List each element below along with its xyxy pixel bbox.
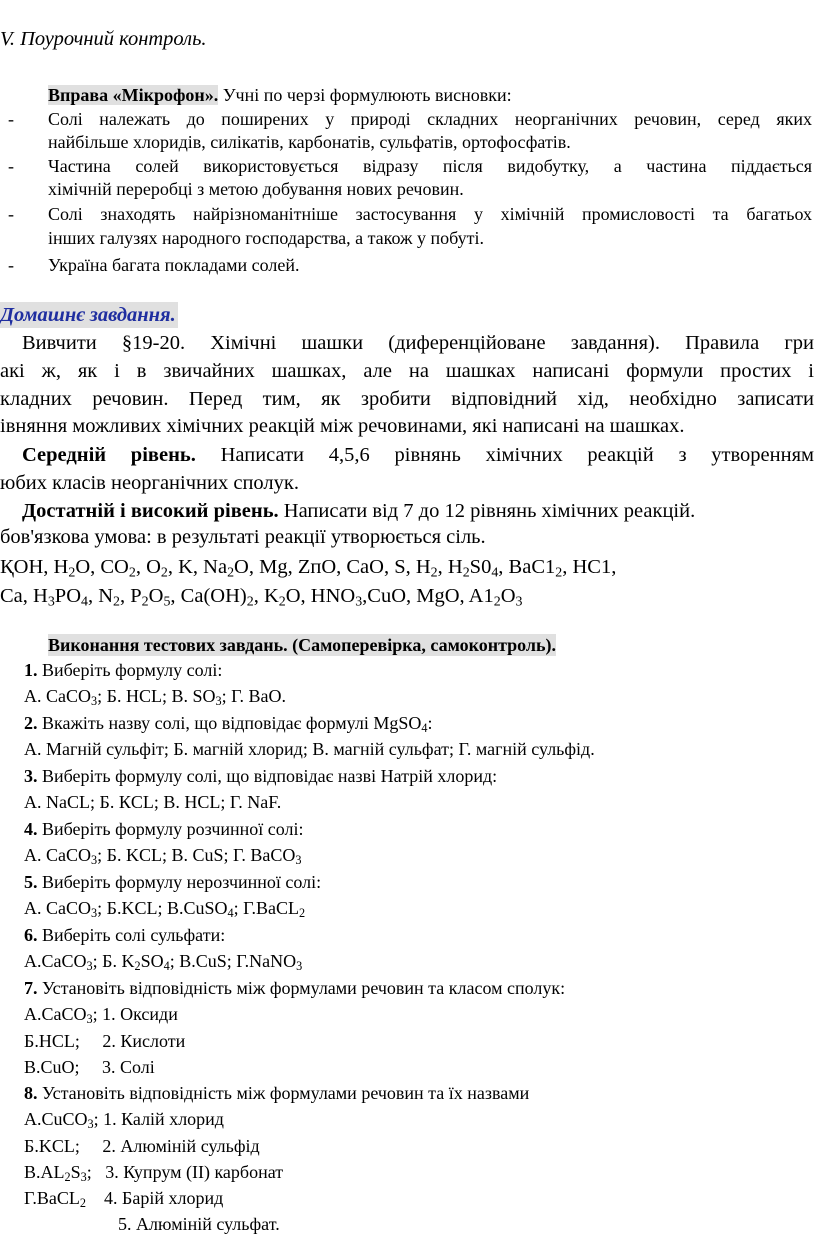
- q8-row-1: А.CuCO$_3$; 1. Калій хлорид: [24, 1109, 224, 1132]
- homework-mid-level-cont: юбих класів неорганічних сполук.: [0, 472, 299, 494]
- formula-line-2: Ca, $H_3PO_4$, $N_2$, $P_2O_5$, $Ca(OH)_2$, $K_2O$, $HNO_3,CuO$, MgO, $A1_2O_3$: [0, 585, 523, 610]
- bullet-1: [0, 108, 816, 130]
- q5-answers: А. CaCO$_3$; Б.KCL; В.CuSO$_4$; Г.BaCL$_2$: [24, 898, 306, 921]
- q8-row-5: 5. Алюміній сульфат.: [118, 1214, 280, 1234]
- microphone-heading-line: [48, 84, 512, 106]
- bullet-4: [0, 254, 816, 276]
- bullet-dash: -: [8, 156, 14, 176]
- homework-line-1: Вивчити §19-20. Хімічні шашки (диференційоване завдання). Правила гри: [22, 332, 814, 354]
- microphone-heading: Вправа «Мікрофон».: [48, 85, 219, 105]
- q7-row-3: В.CuO; 3. Солі: [24, 1057, 155, 1077]
- q3: 3. Виберіть формулу солі, що відповідає назві Натрій хлорид:: [24, 766, 498, 786]
- mid-level-label: Середній рівень.: [22, 444, 196, 466]
- bullet-text: Частина солей використовується відразу після видобутку, а частина піддається: [48, 156, 812, 176]
- bullet-text: Солі знаходять найрізноманітніше застосування у хімічній промисловості та багатьох: [48, 204, 812, 224]
- microphone-intro: Учні по черзі формулюють висновки:: [218, 85, 512, 105]
- formula-line-1: ҚOH, $H_2O$, $CO_2$, $O_2$, K, $Na_2O$, Mg, ZпO, CaO, S, $H_2$, $H_2S0_4$, $BaC1_2$, HC1,: [0, 556, 617, 581]
- homework-title-text: Домашнє завдання.: [0, 304, 176, 326]
- homework-condition: бов'язкова умова: в результаті реакції утворюється сіль.: [0, 526, 486, 548]
- q4-answers: А. CaCO$_3$; Б. KCL; В. CuS; Г. BaCO$_3$: [24, 845, 302, 868]
- q1-answers: А. CaCO$_3$; Б. HCL; В. $SO_3$; Г. BaO.: [24, 686, 286, 709]
- q6-answers: А.CaCO$_3$; Б. $K_2SO_4$; В.CuS; Г.NaNO$_3$: [24, 951, 303, 974]
- q1: 1. Виберіть формулу солі:: [24, 660, 223, 680]
- bullet-3: [0, 203, 816, 225]
- section-title: V. Поурочний контроль.: [0, 28, 207, 50]
- bullet-text: Україна багата покладами солей.: [48, 255, 300, 275]
- q7-row-1: А.CaCO$_3$; 1. Оксиди: [24, 1004, 178, 1027]
- homework-title: [0, 302, 178, 328]
- bullet-dash: -: [8, 204, 14, 224]
- mid-level-text: Написати 4,5,6 рівнянь хімічних реакцій з утворенням: [195, 444, 814, 466]
- q5: 5. Виберіть формулу нерозчинної солі:: [24, 872, 322, 892]
- q6: 6. Виберіть солі сульфати:: [24, 925, 226, 945]
- high-level-text: Написати від 7 до 12 рівнянь хімічних реакцій.: [278, 500, 696, 522]
- q7-row-2: Б.HCL; 2. Кислоти: [24, 1031, 186, 1051]
- tests-heading: Виконання тестових завдань. (Самоперевірка, самоконтроль).: [48, 635, 557, 655]
- bullet-2: [0, 155, 816, 177]
- bullet-text: інших галузях народного господарства, а також у побуті.: [48, 228, 484, 248]
- q8-row-4: Г.BaCL$_2$ 4. Барій хлорид: [24, 1188, 224, 1211]
- high-level-label: Достатній і високий рівень.: [22, 500, 279, 522]
- q2-answers: А. Магній сульфіт; Б. магній хлорид; В. магній сульфат; Г. магній сульфід.: [24, 739, 595, 759]
- bullet-text: хімічній переробці з метою добування нових речовин.: [48, 179, 464, 199]
- q3-answers: А. NaCL; Б. КCL; В. HCL; Г. NaF.: [24, 792, 282, 812]
- homework-high-level: [22, 498, 695, 524]
- homework-line-2: акі ж, як і в звичайних шашках, але на шашках написані формули простих і: [0, 360, 814, 382]
- q8-row-3: $В.AL_2S_3$; 3. Купрум (ІІ) карбонат: [24, 1162, 284, 1185]
- bullet-text: найбільше хлоридів, силікатів, карбонатів, сульфатів, ортофосфатів.: [48, 132, 571, 152]
- q7: 7. Установіть відповідність між формулами речовин та класом сполук:: [24, 978, 566, 998]
- homework-line-3: кладних речовин. Перед тим, як зробити відповідний хід, необхідно записати: [0, 388, 814, 410]
- q8-row-2: Б.KCL; 2. Алюміній сульфід: [24, 1136, 260, 1156]
- bullet-dash: -: [8, 109, 14, 129]
- q4: 4. Виберіть формулу розчинної солі:: [24, 819, 304, 839]
- bullet-text: Солі належать до поширених у природі складних неорганічних речовин, серед яких: [48, 109, 812, 129]
- homework-mid-level: [22, 442, 814, 468]
- q2: 2. Вкажіть назву солі, що відповідає формулі MgSO$_4$:: [24, 713, 433, 736]
- homework-line-4: івняння можливих хімічних реакцій між речовинами, які написані на шашках.: [0, 415, 685, 437]
- q8: 8. Установіть відповідність між формулами речовин та їх назвами: [24, 1083, 530, 1103]
- bullet-dash: -: [8, 255, 14, 275]
